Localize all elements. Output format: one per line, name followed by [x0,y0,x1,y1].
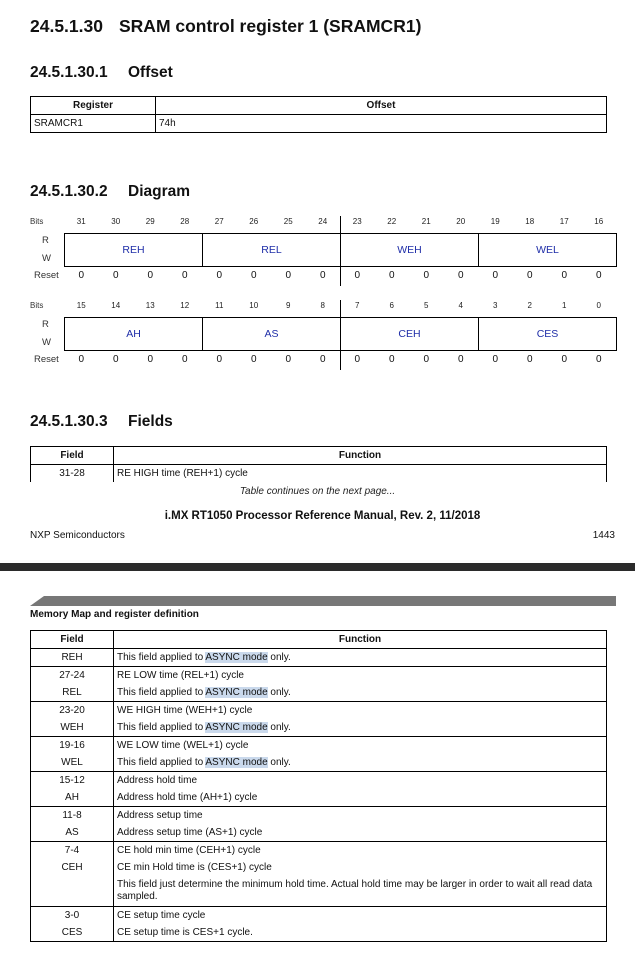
reset-value: 0 [561,270,568,281]
table-row [31,876,607,907]
function-cell: This field applied to ASYNC mode only. [114,719,607,737]
reset-value: 0 [78,354,85,365]
bit-number: 25 [283,217,293,226]
register-field-ceh: CEH [340,317,479,351]
bit-number: 20 [456,217,466,226]
bit-number: 4 [458,301,463,310]
bit-number: 23 [352,217,362,226]
write-label: W [42,253,51,264]
function-cell: CE setup time is CES+1 cycle. [114,924,607,942]
register-field-reh: REH [64,233,203,267]
bit-number: 19 [490,217,500,226]
reset-value: 0 [216,270,223,281]
bit-number: 10 [249,301,259,310]
reset-value: 0 [492,270,499,281]
reset-label: Reset [34,354,59,365]
register-field-ces: CES [478,317,617,351]
reset-value: 0 [354,354,361,365]
field-cell: 31-28 [31,465,114,483]
write-label: W [42,337,51,348]
bit-number: 15 [76,301,86,310]
table-row [31,667,607,685]
highlighted-term: ASYNC mode [205,686,268,698]
reset-value: 0 [147,270,154,281]
footer-manual-title: i.MX RT1050 Processor Reference Manual, Rev. 2, 11/2018 [164,510,481,522]
function-cell: Address hold time (AH+1) cycle [114,789,607,807]
reset-value: 0 [78,270,85,281]
field-cell: CES [31,924,114,942]
fields-table-page2 [30,630,607,942]
function-cell: Address setup time (AS+1) cycle [114,824,607,842]
reset-value: 0 [250,354,257,365]
bit-number: 30 [111,217,121,226]
function-cell: CE min Hold time is (CES+1) cycle [114,859,607,876]
bit-number: 14 [111,301,121,310]
field-cell: AS [31,824,114,842]
bit-number: 12 [180,301,190,310]
reset-value: 0 [492,354,499,365]
read-label: R [42,319,49,330]
reset-value: 0 [595,270,602,281]
byte-divider [340,216,341,286]
field-cell: 11-8 [31,807,114,825]
reset-label: Reset [34,270,59,281]
reset-value: 0 [181,270,188,281]
function-cell: CE setup time cycle [114,907,607,925]
table-row [31,924,607,942]
function-cell: This field applied to ASYNC mode only. [114,754,607,772]
reset-value: 0 [423,354,430,365]
function-cell: WE HIGH time (WEH+1) cycle [114,702,607,720]
subsection-number: 24.5.1.30.3 [30,413,108,430]
bit-number: 17 [559,217,569,226]
offset-heading [30,64,173,82]
bit-number: 21 [421,217,431,226]
reset-value: 0 [561,354,568,365]
table-row [31,702,607,720]
bit-number: 8 [320,301,325,310]
function-cell: This field applied to ASYNC mode only. [114,649,607,667]
bit-number: 31 [76,217,86,226]
field-cell: 19-16 [31,737,114,755]
bit-number: 0 [596,301,601,310]
bits-label: Bits [30,217,44,226]
page-break-divider [0,563,635,571]
read-label: R [42,235,49,246]
function-cell: RE HIGH time (REH+1) cycle [114,465,607,483]
field-cell: CEH [31,859,114,876]
reset-value: 0 [423,270,430,281]
reset-value: 0 [250,270,257,281]
bit-number: 5 [424,301,429,310]
section-title: SRAM control register 1 (SRAMCR1) [119,16,422,36]
reset-value: 0 [319,354,326,365]
subsection-title: Offset [128,64,173,81]
reset-value: 0 [388,354,395,365]
reset-value: 0 [319,270,326,281]
subsection-title: Fields [128,413,173,430]
highlighted-term: ASYNC mode [205,651,268,663]
table-row [31,824,607,842]
table-row [31,859,607,876]
subsection-number: 24.5.1.30.1 [30,64,108,81]
bit-number: 6 [389,301,394,310]
function-cell: This field applied to ASYNC mode only. [114,684,607,702]
register-diagram-lower [30,300,617,370]
field-cell: 27-24 [31,667,114,685]
function-header: Function [114,631,607,649]
register-field-weh: WEH [340,233,479,267]
function-cell: RE LOW time (REL+1) cycle [114,667,607,685]
reset-value: 0 [526,354,533,365]
register-field-ah: AH [64,317,203,351]
field-cell: WEH [31,719,114,737]
reset-value: 0 [354,270,361,281]
table-row [31,719,607,737]
field-header: Field [31,447,114,465]
bit-number: 13 [145,301,155,310]
field-cell: 15-12 [31,772,114,790]
bit-number: 18 [525,217,535,226]
field-cell: WEL [31,754,114,772]
function-cell: WE LOW time (WEL+1) cycle [114,737,607,755]
bit-number: 3 [493,301,498,310]
subsection-number: 24.5.1.30.2 [30,183,108,200]
register-diagram-upper [30,216,617,286]
field-cell [31,876,114,907]
table-row [31,684,607,702]
table-row [31,649,607,667]
reset-value: 0 [595,354,602,365]
offset-value: 74h [156,115,607,133]
section-number: 24.5.1.30 [30,16,103,36]
bit-number: 7 [355,301,360,310]
reset-value: 0 [112,354,119,365]
reset-value: 0 [388,270,395,281]
field-cell: 3-0 [31,907,114,925]
table-row [31,737,607,755]
register-field-rel: REL [202,233,341,267]
bit-number: 27 [214,217,224,226]
offset-table [30,96,607,133]
bit-number: 1 [562,301,567,310]
reset-value: 0 [147,354,154,365]
field-cell: REH [31,649,114,667]
bit-number: 22 [387,217,397,226]
reset-value: 0 [526,270,533,281]
function-cell: Address setup time [114,807,607,825]
section-header-bar [30,596,616,606]
page-title [30,16,421,37]
table-row [31,907,607,925]
table-row [31,789,607,807]
highlighted-term: ASYNC mode [205,721,268,733]
byte-divider [340,300,341,370]
fields-table-page1 [30,446,607,482]
reset-value: 0 [285,354,292,365]
field-cell: 7-4 [31,842,114,860]
bit-number: 28 [180,217,190,226]
bit-number: 16 [594,217,604,226]
reset-value: 0 [457,270,464,281]
reset-value: 0 [112,270,119,281]
offset-header-offset: Offset [156,97,607,115]
bit-number: 26 [249,217,259,226]
function-cell: This field just determine the minimum hold time. Actual hold time may be larger in order to wait all read data sampled. [114,876,607,907]
reset-value: 0 [285,270,292,281]
footer-page-number: 1443 [592,530,615,541]
bit-number: 24 [318,217,328,226]
table-continues-note: Table continues on the next page... [239,486,396,497]
subsection-title: Diagram [128,183,191,200]
reset-value: 0 [181,354,188,365]
bits-label: Bits [30,301,44,310]
field-cell: AH [31,789,114,807]
field-cell: 23-20 [31,702,114,720]
bit-number: 29 [145,217,155,226]
fields-heading [30,413,173,431]
table-row [31,842,607,860]
table-row [31,772,607,790]
register-field-as: AS [202,317,341,351]
reset-value: 0 [216,354,223,365]
bit-number: 2 [527,301,532,310]
function-header: Function [114,447,607,465]
bit-number: 11 [215,301,224,310]
running-header: Memory Map and register definition [30,609,199,620]
register-field-wel: WEL [478,233,617,267]
bit-number: 9 [286,301,291,310]
field-cell: REL [31,684,114,702]
table-row [31,807,607,825]
offset-header-register: Register [31,97,156,115]
offset-register-value: SRAMCR1 [31,115,156,133]
highlighted-term: ASYNC mode [205,756,268,768]
function-cell: CE hold min time (CEH+1) cycle [114,842,607,860]
diagram-heading [30,183,190,201]
function-cell: Address hold time [114,772,607,790]
table-row [31,754,607,772]
field-header: Field [31,631,114,649]
reset-value: 0 [457,354,464,365]
footer-company: NXP Semiconductors [30,530,125,541]
